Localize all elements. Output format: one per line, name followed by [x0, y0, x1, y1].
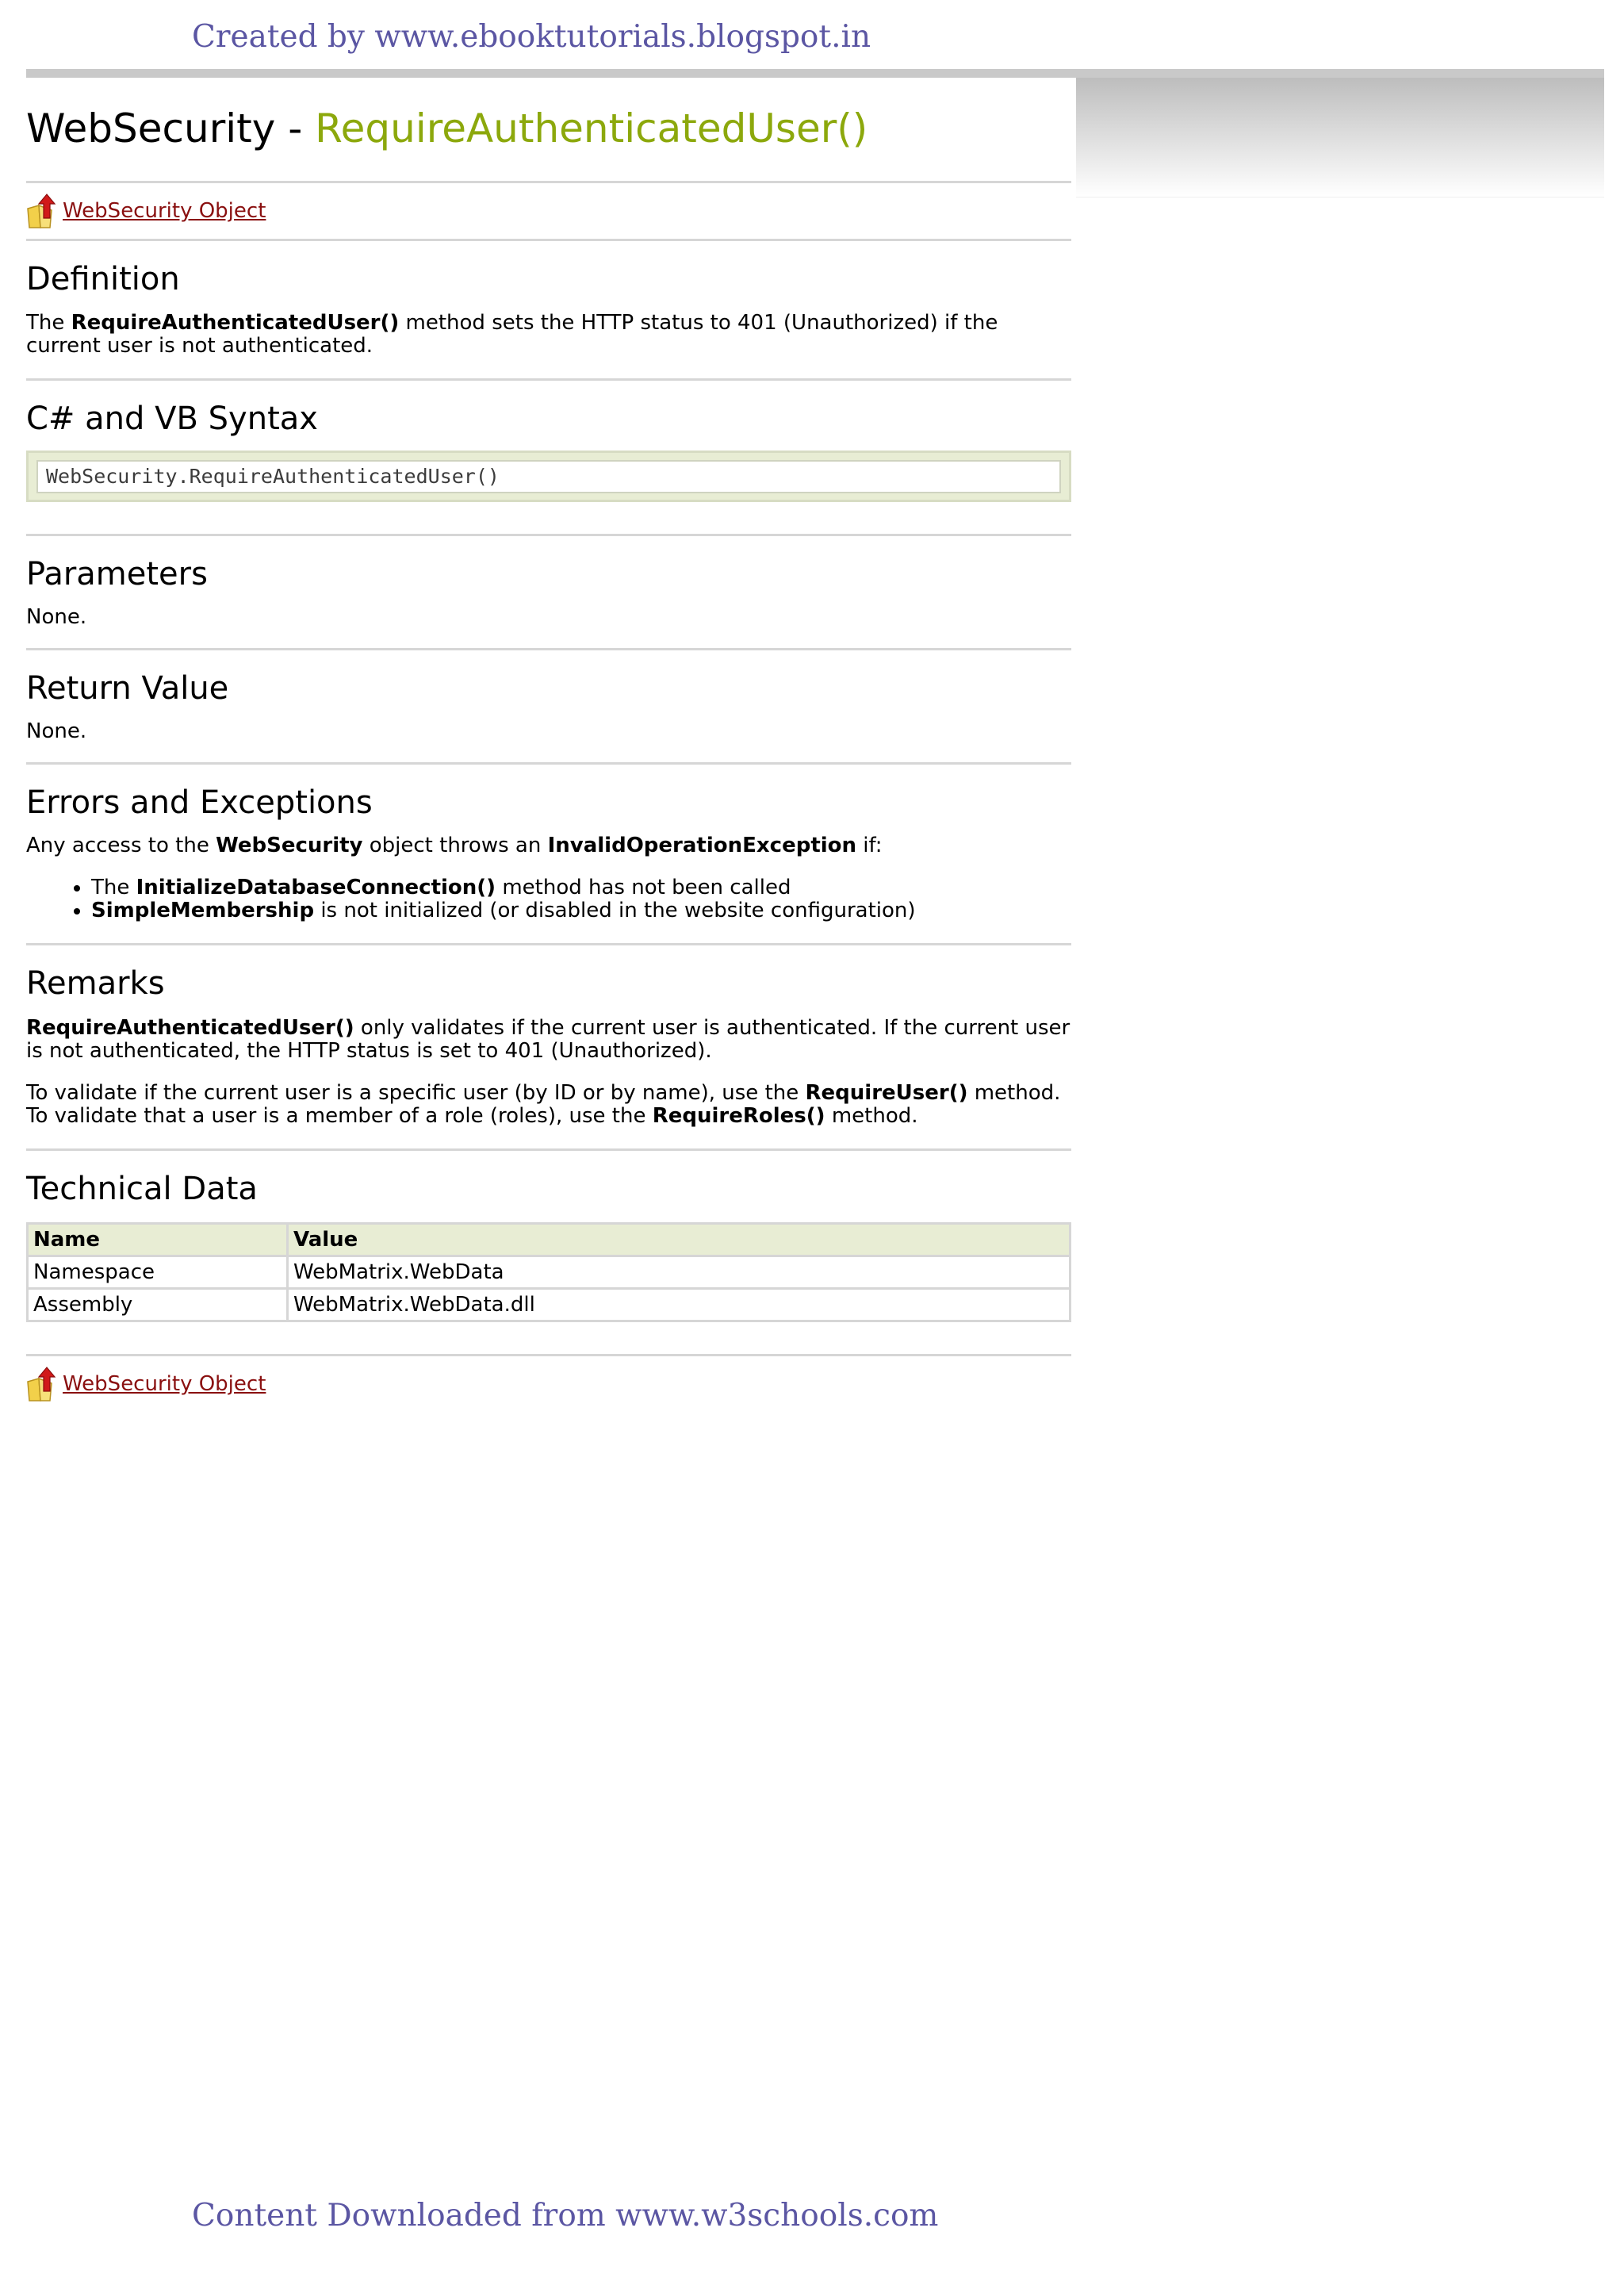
nav-bottom	[26, 1356, 1071, 1412]
table-header-row	[28, 1224, 1071, 1256]
table-cell: Assembly	[28, 1289, 288, 1321]
nav-top	[26, 183, 1071, 239]
item-pre: The	[91, 876, 136, 899]
technical-data-heading: Technical Data	[26, 1171, 258, 1207]
technical-data-table	[26, 1222, 1071, 1322]
main-content	[26, 78, 1071, 1412]
websecurity-object-link-bottom[interactable]: WebSecurity Object	[63, 1372, 266, 1396]
return-value-section	[26, 650, 1071, 762]
remarks-require-user: RequireUser()	[805, 1081, 968, 1105]
list-item	[91, 899, 1071, 922]
errors-intro-object: WebSecurity	[216, 834, 363, 857]
folder-up-arrow-icon	[26, 193, 58, 229]
item-post: is not initialized (or disabled in the website configuration)	[314, 899, 916, 922]
table-cell: WebMatrix.WebData.dll	[288, 1289, 1071, 1321]
errors-section	[26, 765, 1071, 943]
table-cell: Namespace	[28, 1256, 288, 1289]
definition-section	[26, 241, 1071, 378]
title-method: RequireAuthenticatedUser()	[315, 105, 868, 151]
parameters-section	[26, 536, 1071, 648]
code-text: WebSecurity.RequireAuthenticatedUser()	[36, 460, 1061, 493]
page-title	[26, 78, 1071, 181]
errors-intro-mid: object throws an	[362, 834, 548, 857]
parameters-heading: Parameters	[26, 556, 208, 592]
header-value: Value	[288, 1224, 1071, 1256]
top-bar	[26, 69, 1604, 78]
errors-heading: Errors and Exceptions	[26, 784, 373, 821]
folder-up-arrow-icon	[26, 1366, 58, 1402]
errors-intro-post: if:	[856, 834, 883, 857]
remarks-paragraph-1	[26, 1017, 1071, 1063]
list-item	[91, 876, 1071, 899]
remarks-p2-post: method.	[825, 1104, 918, 1128]
table-cell: WebMatrix.WebData	[288, 1256, 1071, 1289]
errors-list	[26, 876, 1071, 922]
item-post: method has not been called	[496, 876, 791, 899]
remarks-require-roles: RequireRoles()	[652, 1104, 825, 1128]
errors-intro-exception: InvalidOperationException	[547, 834, 857, 857]
bottom-watermark: Content Downloaded from www.w3schools.com	[192, 2198, 939, 2234]
remarks-paragraph-2	[26, 1082, 1071, 1128]
parameters-text: None.	[26, 605, 87, 629]
websecurity-object-link-top[interactable]: WebSecurity Object	[63, 199, 266, 223]
remarks-heading: Remarks	[26, 965, 165, 1002]
return-value-heading: Return Value	[26, 670, 229, 707]
errors-intro-pre: Any access to the	[26, 834, 216, 857]
right-gradient-panel	[1076, 78, 1604, 197]
remarks-p2-pre: To validate if the current user is a specific user (by ID or by name), use the	[26, 1081, 806, 1105]
header-name: Name	[28, 1224, 288, 1256]
definition-pre: The	[26, 311, 71, 335]
remarks-method: RequireAuthenticatedUser()	[26, 1016, 354, 1040]
definition-method: RequireAuthenticatedUser()	[71, 311, 400, 335]
remarks-p1-post: only validates if the current user is authenticated. If the current user is not authenticated, the HTTP status is set to 401 (Unauthorized).	[26, 1016, 1071, 1063]
top-watermark: Created by www.ebooktutorials.blogspot.in	[192, 19, 871, 55]
table-row	[28, 1256, 1071, 1289]
errors-intro	[26, 834, 1071, 857]
syntax-heading: C# and VB Syntax	[26, 401, 318, 437]
definition-text	[26, 312, 1071, 358]
return-value-text: None.	[26, 719, 87, 743]
code-block	[26, 451, 1071, 502]
definition-post: method sets the HTTP status to 401 (Unauthorized) if the current user is not authenticated.	[26, 311, 998, 358]
title-prefix: WebSecurity -	[26, 105, 316, 151]
definition-heading: Definition	[26, 261, 180, 297]
syntax-section	[26, 381, 1071, 534]
remarks-section	[26, 945, 1071, 1148]
table-row	[28, 1289, 1071, 1321]
item-bold: InitializeDatabaseConnection()	[136, 876, 496, 899]
technical-data-section	[26, 1151, 1071, 1354]
remarks-p2-mid: method. To validate that a user is a member of a role (roles), use the	[26, 1081, 1061, 1128]
item-bold: SimpleMembership	[91, 899, 315, 922]
